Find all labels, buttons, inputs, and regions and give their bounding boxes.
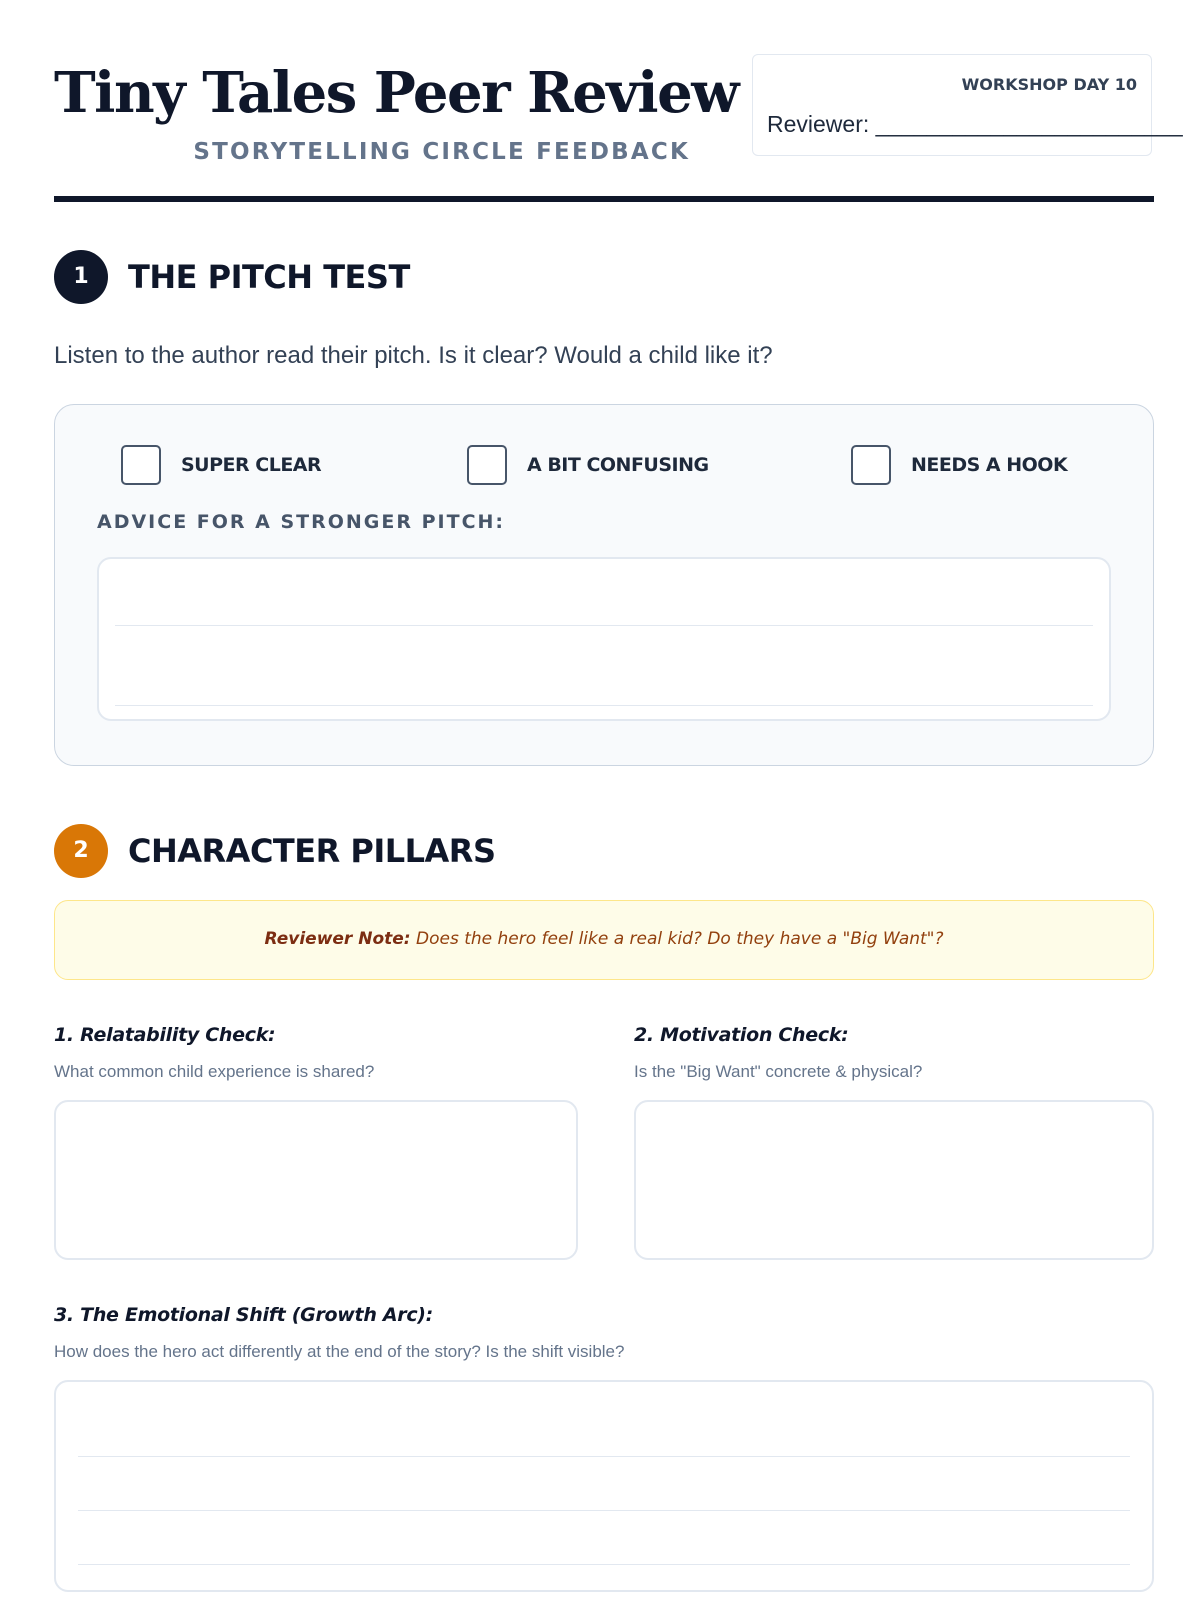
reviewer-note-callout [54, 900, 1154, 980]
motivation-answer-box[interactable] [634, 1100, 1154, 1260]
writing-line [78, 1510, 1130, 1511]
pitch-instructions: Listen to the author read their pitch. Is it clear? Would a child like it? [54, 342, 773, 369]
pitch-feedback-panel [54, 404, 1154, 766]
relatability-check [54, 1024, 578, 1264]
writing-line [78, 1564, 1130, 1565]
check-title: 3. The Emotional Shift (Growth Arc): [54, 1304, 433, 1326]
step-number-badge: 2 [54, 824, 108, 878]
checkbox[interactable] [851, 445, 891, 485]
writing-line [115, 705, 1093, 706]
section-title: THE PITCH TEST [128, 258, 410, 296]
check-prompt: What common child experience is shared? [54, 1062, 375, 1081]
check-title: 1. Relatability Check: [54, 1024, 276, 1046]
reviewer-name-field[interactable]: Reviewer: ________________________ [767, 111, 1183, 137]
writing-line [78, 1456, 1130, 1457]
page-title: Tiny Tales Peer Review [54, 60, 738, 126]
check-title: 2. Motivation Check: [634, 1024, 849, 1046]
section-character-pillars-heading [54, 824, 1154, 878]
reviewer-note-label: Reviewer Note: [264, 929, 411, 949]
advice-label: ADVICE FOR A STRONGER PITCH: [97, 511, 506, 533]
checkbox[interactable] [467, 445, 507, 485]
session-info-box [752, 54, 1183, 156]
relatability-answer-box[interactable] [54, 1100, 578, 1260]
check-prompt: How does the hero act differently at the end of the story? Is the shift visible? [54, 1342, 625, 1361]
reviewer-note-text: Does the hero feel like a real kid? Do they have a "Big Want"? [416, 929, 944, 949]
writing-line [115, 625, 1093, 626]
motivation-check [634, 1024, 1154, 1264]
emotional-shift-answer-box[interactable] [54, 1380, 1154, 1592]
check-prompt: Is the "Big Want" concrete & physical? [634, 1062, 923, 1081]
header-divider [54, 196, 1154, 202]
option-label: SUPER CLEAR [181, 454, 322, 476]
advice-writing-area[interactable] [97, 557, 1111, 721]
workshop-day-label: WORKSHOP DAY 10 [961, 75, 1137, 94]
option-label: NEEDS A HOOK [911, 454, 1068, 476]
option-label: A BIT CONFUSING [527, 454, 709, 476]
step-number-badge: 1 [54, 250, 108, 304]
page-subtitle: STORYTELLING CIRCLE FEEDBACK [193, 139, 690, 165]
section-title: CHARACTER PILLARS [128, 832, 496, 870]
worksheet-header [54, 0, 1183, 204]
emotional-shift-check [54, 1304, 1154, 1594]
peer-review-worksheet [54, 0, 1183, 1600]
checkbox[interactable] [121, 445, 161, 485]
section-pitch-test-heading [54, 250, 1154, 304]
